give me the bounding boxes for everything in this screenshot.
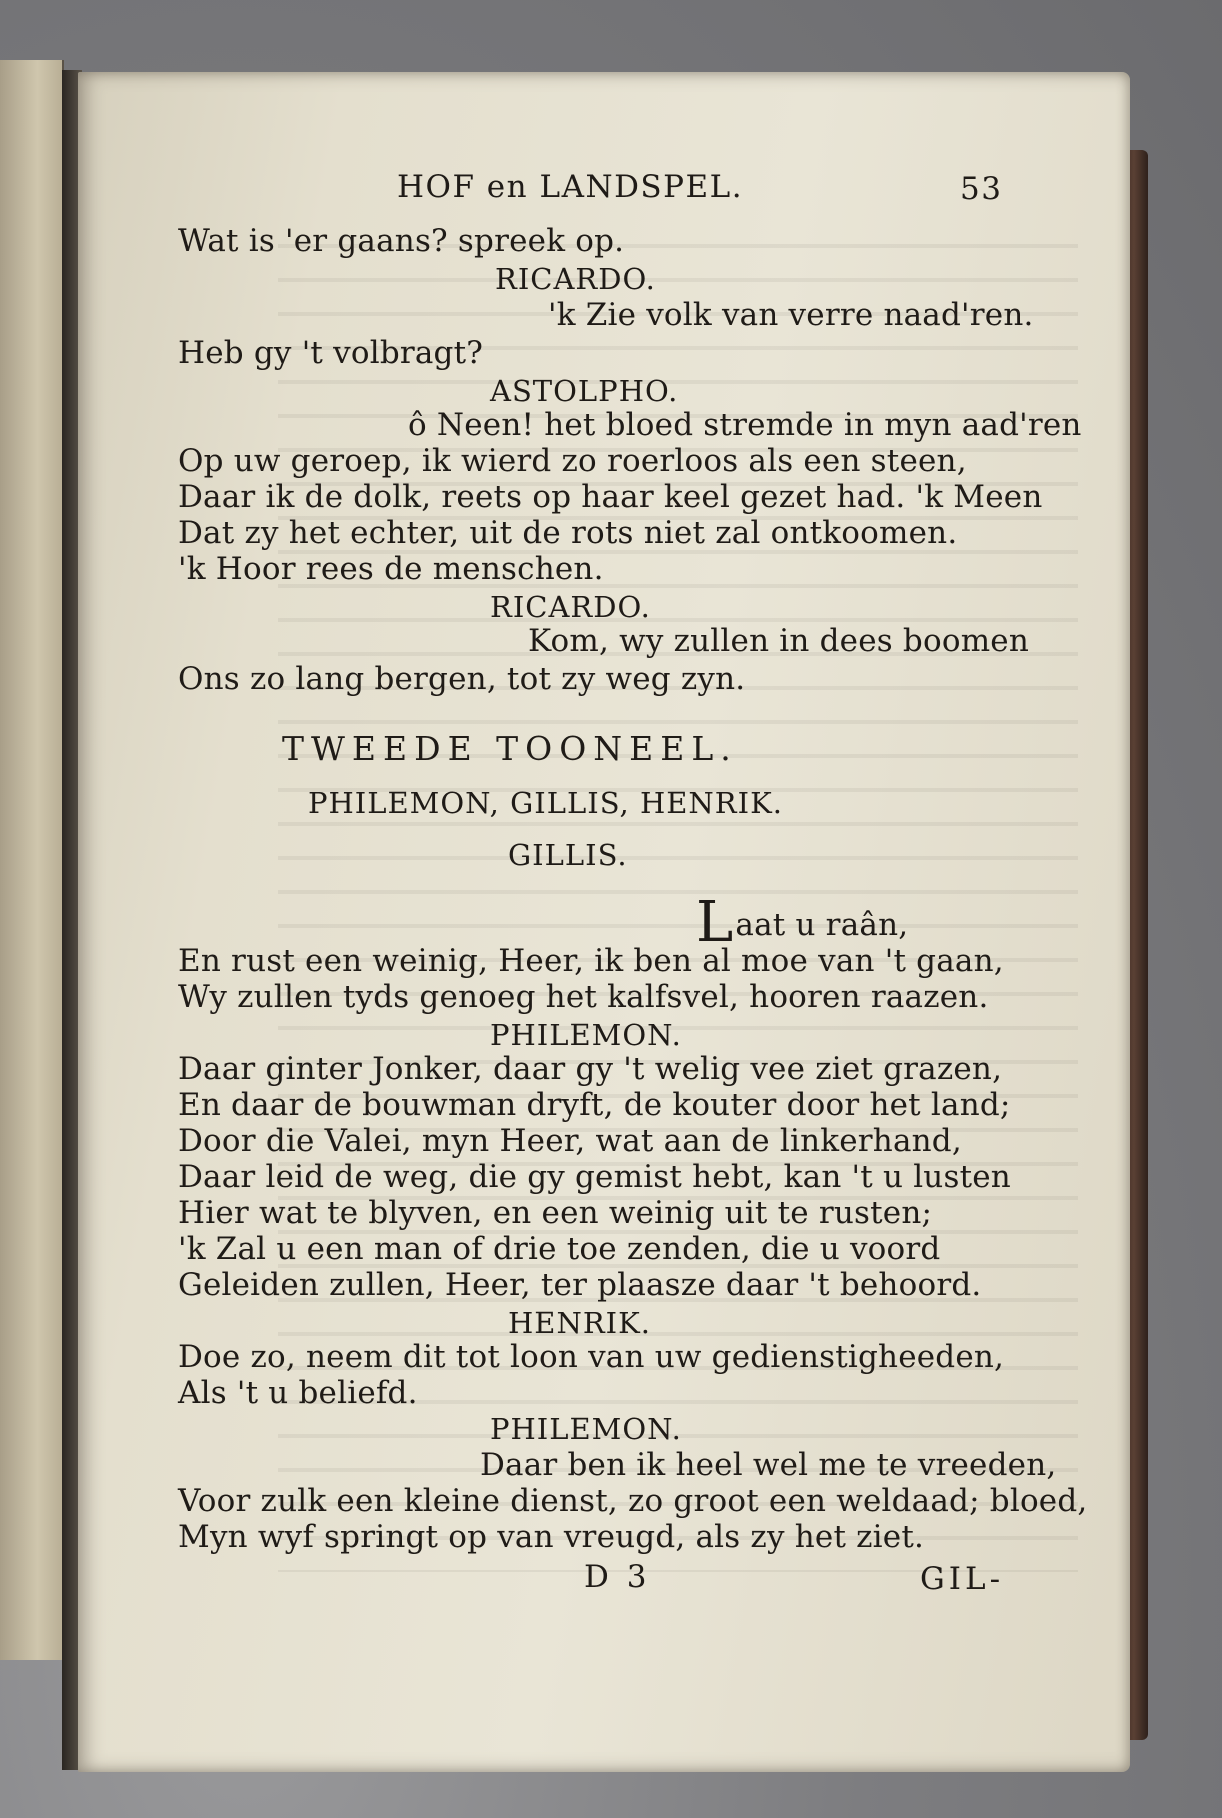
- speaker-name: PHILEMON.: [490, 1412, 682, 1446]
- text-line: Ons zo lang bergen, tot zy weg zyn.: [178, 661, 746, 697]
- text-line: Wat is 'er gaans? spreek op.: [178, 223, 625, 259]
- text-line: En daar de bouwman dryft, de kouter door het land;: [178, 1087, 1011, 1123]
- text-line: [696, 890, 909, 955]
- speaker-name: GILLIS.: [508, 838, 628, 872]
- text-line: Hier wat te blyven, en een weinig uit te rusten;: [178, 1195, 933, 1231]
- text-line: Als 't u beliefd.: [178, 1375, 418, 1411]
- text-line: 'k Zal u een man of drie toe zenden, die u voord: [178, 1231, 941, 1267]
- speaker-name: RICARDO.: [495, 262, 656, 296]
- speaker-name: PHILEMON.: [490, 1018, 682, 1052]
- text-line: Daar ik de dolk, reets op haar keel gezet had. 'k Meen: [178, 479, 1043, 515]
- catchword: GIL-: [920, 1561, 1005, 1597]
- text-line: Geleiden zullen, Heer, ter plaasze daar 't behoord.: [178, 1267, 982, 1303]
- text-line-rest: aat u raân,: [735, 907, 909, 943]
- text-line: Daar ginter Jonker, daar gy 't welig vee ziet grazen,: [178, 1051, 1003, 1087]
- text-line: Door die Valei, myn Heer, wat aan de linkerhand,: [178, 1123, 962, 1159]
- text-line: Daar ben ik heel wel me te vreeden,: [480, 1447, 1057, 1483]
- text-line: Voor zulk een kleine dienst, zo groot een weldaad; bloed,: [178, 1483, 1088, 1519]
- text-line: ô Neen! het bloed stremde in myn aad'ren: [408, 407, 1082, 443]
- text-line: 'k Zie volk van verre naad'ren.: [548, 297, 1034, 333]
- cast-list: PHILEMON, GILLIS, HENRIK.: [308, 786, 783, 820]
- text-line: Dat zy het echter, uit de rots niet zal ontkoomen.: [178, 515, 958, 551]
- page-number: 53: [960, 171, 1003, 207]
- text-line: Kom, wy zullen in dees boomen: [528, 623, 1029, 659]
- speaker-name: HENRIK.: [508, 1306, 652, 1340]
- text-line: 'k Hoor rees de menschen.: [178, 551, 604, 587]
- running-head-title: HOF en LANDSPEL.: [397, 169, 744, 205]
- text-line: En rust een weinig, Heer, ik ben al moe van 't gaan,: [178, 943, 1004, 979]
- drop-cap: L: [696, 890, 734, 955]
- signature-mark: D 3: [584, 1559, 651, 1595]
- text-line: Myn wyf springt op van vreugd, als zy het ziet.: [178, 1519, 925, 1555]
- text-line: Op uw geroep, ik wierd zo roerloos als een steen,: [178, 443, 967, 479]
- speaker-name: ASTOLPHO.: [490, 374, 679, 408]
- text-line: Daar leid de weg, die gy gemist hebt, kan 't u lusten: [178, 1159, 1011, 1195]
- text-line: Wy zullen tyds genoeg het kalfsvel, hooren raazen.: [178, 979, 989, 1015]
- facing-page-edge: [0, 60, 64, 1660]
- text-line: Heb gy 't volbragt?: [178, 335, 484, 371]
- scene-title: TWEEDE TOONEEL.: [282, 729, 738, 768]
- text-line: Doe zo, neem dit tot loon van uw gedienstigheeden,: [178, 1339, 1005, 1375]
- speaker-name: RICARDO.: [490, 590, 651, 624]
